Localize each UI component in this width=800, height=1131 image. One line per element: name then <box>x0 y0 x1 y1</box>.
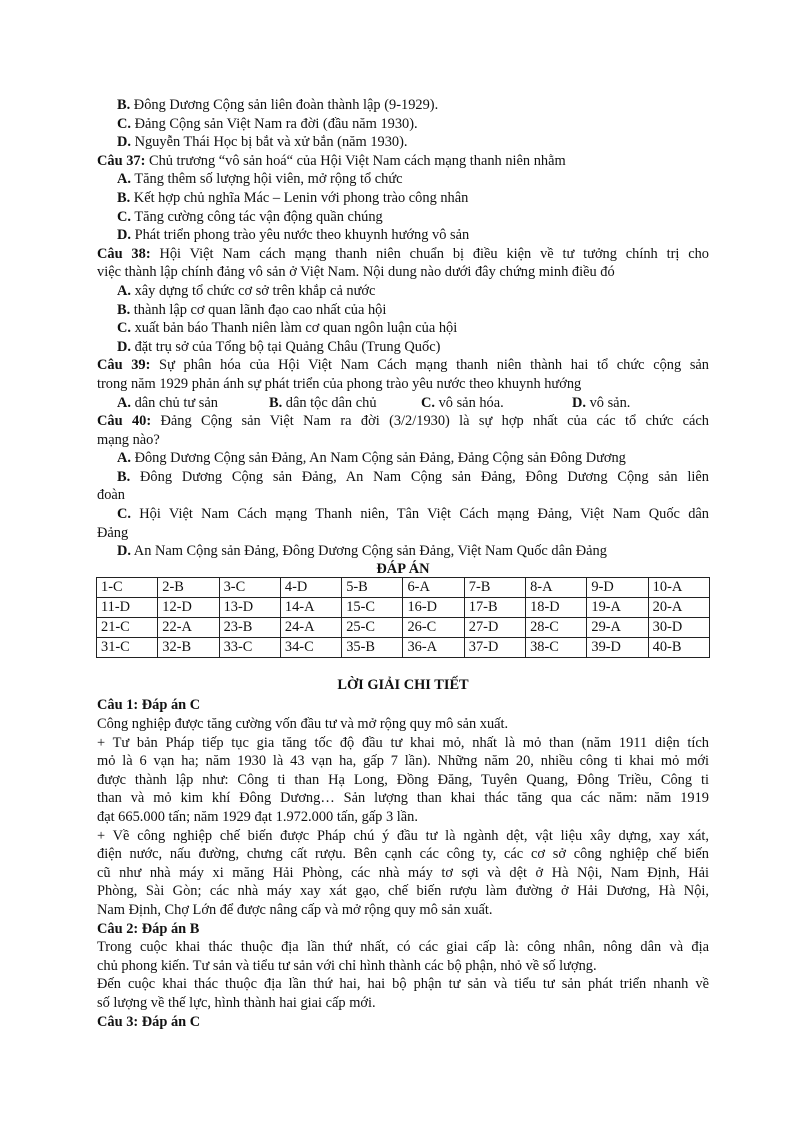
q38-option-d: D. đặt trụ sở của Tổng bộ tại Quảng Châu (Trung Quốc) <box>117 338 441 355</box>
answer-cell: 29-A <box>587 617 648 637</box>
paragraph-line: Đến cuộc khai thác thuộc địa lần thứ hai, hai bộ phận tư sản và tiểu tư sản phát triển nhanh về <box>97 976 709 993</box>
paragraph-line: cũ như nhà máy xi măng Hải Phòng, các nhà máy tơ sợi và dệt ở Hà Nội, Nam Định, Hải <box>97 864 709 881</box>
answer-cell: 31-C <box>97 637 158 657</box>
answer-cell: 11-D <box>97 597 158 617</box>
solution-1-body <box>97 715 709 920</box>
option-c: C. Đảng Cộng sản Việt Nam ra đời (đầu năm 1930). <box>117 115 418 132</box>
solutions-title: LỜI GIẢI CHI TIẾT <box>337 676 469 693</box>
option-b: B. Đông Dương Cộng sản liên đoàn thành lập (9-1929). <box>117 97 439 113</box>
answer-cell: 14-A <box>280 597 341 617</box>
q39-option-d: D. vô sản. <box>572 394 631 411</box>
answer-cell: 2-B <box>158 577 219 597</box>
solution-3-heading: Câu 3: Đáp án C <box>97 1013 201 1030</box>
paragraph-line: + Về công nghiệp chế biến được Pháp chú ý đầu tư là ngành dệt, vật liệu xây dựng, xay xát, <box>97 827 709 844</box>
answer-cell: 40-B <box>648 637 709 657</box>
answer-cell: 13-D <box>219 597 280 617</box>
answer-row <box>97 597 710 617</box>
question-40-cont: mạng nào? <box>97 431 160 448</box>
paragraph-line: được thành lập như: Công ti than Hạ Long, Đồng Đăng, Tuyên Quang, Đông Triều, Công ti <box>97 771 709 788</box>
answer-cell: 9-D <box>587 577 648 597</box>
answer-cell: 39-D <box>587 637 648 657</box>
answer-cell: 6-A <box>403 577 464 597</box>
answer-cell: 3-C <box>219 577 280 597</box>
paragraph-line: điện nước, nấu đường, chưng cất rượu. Bên cạnh các công ty, các cơ sở công nghiệp chế biến <box>97 846 709 863</box>
q39-option-a: A. dân chủ tư sản <box>117 394 218 411</box>
answer-cell: 26-C <box>403 617 464 637</box>
question-37: Câu 37: Chủ trương “vô sản hoá“ của Hội Việt Nam cách mạng thanh niên nhằm <box>97 152 566 169</box>
answer-cell: 17-B <box>464 597 525 617</box>
answer-cell: 38-C <box>526 637 587 657</box>
q39-option-b: B. dân tộc dân chủ <box>269 394 377 411</box>
answer-cell: 10-A <box>648 577 709 597</box>
paragraph-line: Nam Định, Chợ Lớn để được nâng cấp và mở rộng quy mô sản xuất. <box>97 901 493 918</box>
solution-1-heading: Câu 1: Đáp án C <box>97 697 201 714</box>
paragraph-line: Phòng, Sài Gòn; các nhà máy xay xát gạo, chế biến rượu làm đường ở Hải Dương, Hà Nội, <box>97 883 709 900</box>
answer-cell: 28-C <box>526 617 587 637</box>
q40-option-b-cont: đoàn <box>97 487 125 504</box>
solution-2-body <box>97 938 709 1012</box>
paragraph-line: đạt 665.000 tấn; năm 1929 đạt 1.972.000 tấn, gấp 3 lần. <box>97 809 418 825</box>
answer-cell: 35-B <box>342 637 403 657</box>
q38-option-c: C. xuất bản báo Thanh niên làm cơ quan ngôn luận của hội <box>117 320 458 337</box>
paragraph-line: chủ phong kiến. Tư sản và tiểu tư sản với chỉ hình thành các bộ phận, nhỏ về số lượng. <box>97 957 597 974</box>
paragraph-line: + Tư bản Pháp tiếp tục gia tăng tốc độ đầu tư khai mỏ, nhất là mỏ than (năm 1911 diện tích <box>97 734 709 751</box>
answer-cell: 37-D <box>464 637 525 657</box>
answer-cell: 20-A <box>648 597 709 617</box>
answer-cell: 25-C <box>342 617 403 637</box>
answer-cell: 36-A <box>403 637 464 657</box>
q37-option-b: B. Kết hợp chủ nghĩa Mác – Lenin với phong trào công nhân <box>117 189 469 206</box>
q40-option-c-cont: Đảng <box>97 524 129 541</box>
q38-option-a: A. xây dựng tổ chức cơ sở trên khắp cả nước <box>117 282 376 299</box>
question-39: Câu 39: Sự phân hóa của Hội Việt Nam Cách mạng thanh niên thành hai tổ chức cộng sản <box>97 357 709 374</box>
q39-option-c: C. vô sản hóa. <box>421 394 504 411</box>
answer-cell: 5-B <box>342 577 403 597</box>
answer-cell: 24-A <box>280 617 341 637</box>
question-39-cont: trong năm 1929 phản ánh sự phát triển của phong trào yêu nước theo khuynh hướng <box>97 375 582 392</box>
answer-cell: 8-A <box>526 577 587 597</box>
q39-options <box>97 394 709 413</box>
answer-table <box>96 577 710 658</box>
answer-cell: 16-D <box>403 597 464 617</box>
q37-option-a: A. Tăng thêm số lượng hội viên, mở rộng tổ chức <box>117 171 403 188</box>
answer-row <box>97 617 710 637</box>
answer-cell: 18-D <box>526 597 587 617</box>
q40-option-c: C. Hội Việt Nam Cách mạng Thanh niên, Tân Việt Cách mạng Đảng, Việt Nam Quốc dân <box>117 506 709 523</box>
answer-cell: 21-C <box>97 617 158 637</box>
q40-option-d: D. An Nam Cộng sản Đảng, Đông Dương Cộng sản Đảng, Việt Nam Quốc dân Đảng <box>117 543 607 560</box>
answer-cell: 34-C <box>280 637 341 657</box>
paragraph-line: số lượng về thế lực, hình thành hai giai cấp mới. <box>97 994 376 1011</box>
answer-cell: 12-D <box>158 597 219 617</box>
q37-option-c: C. Tăng cường công tác vận động quần chúng <box>117 208 383 225</box>
answer-row <box>97 637 710 657</box>
answer-row <box>97 577 710 597</box>
answers-title: ĐÁP ÁN <box>376 560 430 577</box>
answer-cell: 15-C <box>342 597 403 617</box>
answer-cell: 23-B <box>219 617 280 637</box>
q40-option-a: A. Đông Dương Cộng sản Đảng, An Nam Cộng sản Đảng, Đảng Cộng sản Đông Dương <box>117 450 626 467</box>
answer-cell: 30-D <box>648 617 709 637</box>
answer-cell: 7-B <box>464 577 525 597</box>
solution-2-heading: Câu 2: Đáp án B <box>97 920 200 937</box>
answer-cell: 27-D <box>464 617 525 637</box>
answer-cell: 4-D <box>280 577 341 597</box>
answer-cell: 33-C <box>219 637 280 657</box>
answer-cell: 1-C <box>97 577 158 597</box>
paragraph-line: Công nghiệp được tăng cường vốn đầu tư và mở rộng quy mô sản xuất. <box>97 716 509 733</box>
answer-cell: 19-A <box>587 597 648 617</box>
paragraph-line: Trong cuộc khai thác thuộc địa lần thứ nhất, có các giai cấp là: công nhân, nông dân và địa <box>97 939 709 956</box>
question-38: Câu 38: Hội Việt Nam cách mạng thanh niên chuẩn bị điều kiện về tư tưởng chính trị cho <box>97 245 709 262</box>
answer-cell: 32-B <box>158 637 219 657</box>
paragraph-line: mỏ là 6 vạn ha; năm 1930 là 43 vạn ha, gấp 7 lần). Những năm 20, nhiều công ti khai mỏ mới <box>97 753 709 770</box>
q40-option-b: B. Đông Dương Cộng sản Đảng, An Nam Cộng sản Đảng, Đông Dương Cộng sản liên <box>117 468 709 485</box>
q38-option-b: B. thành lập cơ quan lãnh đạo cao nhất của hội <box>117 301 387 318</box>
option-d: D. Nguyễn Thái Học bị bắt và xử bắn (năm 1930). <box>117 134 408 151</box>
question-38-cont: việc thành lập chính đảng vô sản ở Việt Nam. Nội dung nào dưới đây chứng minh điều đó <box>97 264 615 281</box>
answer-cell: 22-A <box>158 617 219 637</box>
paragraph-line: than và mỏ kim khí Đông Dương… Sản lượng than khai thác tăng qua các năm: năm 1919 <box>97 790 709 807</box>
question-40: Câu 40: Đảng Cộng sản Việt Nam ra đời (3/2/1930) là sự hợp nhất của các tổ chức cách <box>97 413 709 430</box>
document-page <box>97 96 709 1031</box>
q37-option-d: D. Phát triển phong trào yêu nước theo khuynh hướng vô sản <box>117 227 470 244</box>
